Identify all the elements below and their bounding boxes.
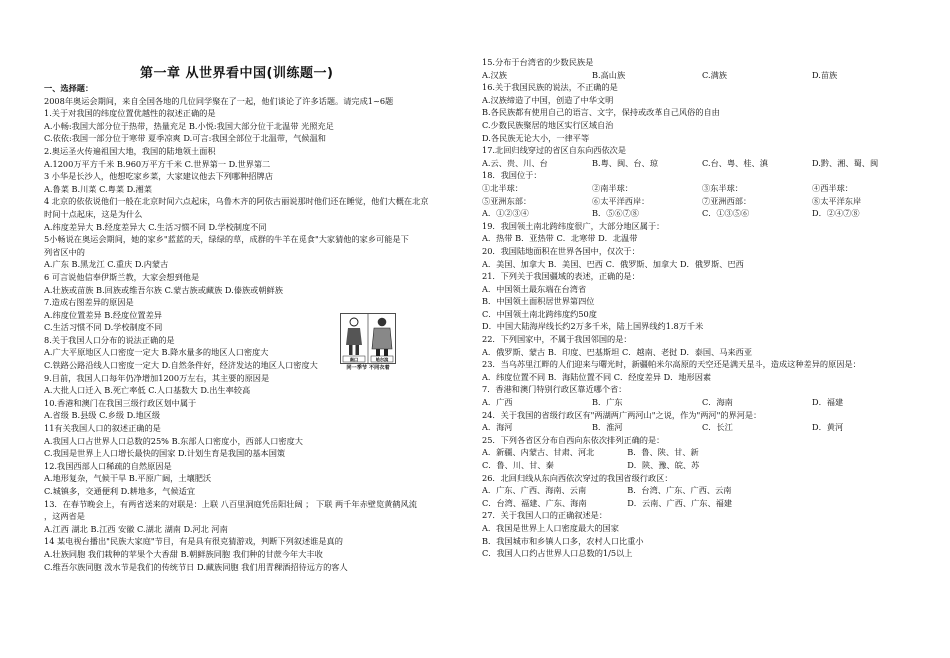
question-line: C.铁路公路沿线人口密度一定大 D.自然条件好，经济发达的地区人口密度大 (44, 360, 318, 371)
question-line: A.小畅:我国大部分位于热带，热量充足 B.小悦:我国大部分位于北温带 光照充足 (44, 120, 334, 131)
option-item: C．海南 (702, 397, 733, 408)
option-item: B.粤、闽、台、琼 (592, 157, 658, 168)
option-item: D．黄河 (812, 422, 844, 433)
option-item: A．广东、广西、海南、云南 (482, 485, 587, 496)
options-row (482, 396, 922, 409)
question-line: A.江西 湖北 B.江西 安徽 C.湖北 湖南 D.河北 河南 (44, 523, 228, 534)
question-line: 7.造成右图差异的原因是 (44, 297, 134, 308)
question-line: 22．下列国家中，不属于我国邻国的是： (482, 334, 632, 345)
question-line: 8.关于我国人口分布的说法正确的是 (44, 334, 175, 345)
question-line: 27．关于我国人口的正确叙述是： (482, 510, 608, 521)
question-line: A.汉族缔造了中国，创造了中华文明 (482, 94, 614, 105)
question-line: 20．我国陆地面积在世界各国中，仅次于： (482, 245, 640, 256)
question-line: C．我国人口约占世界人口总数的1/5以上 (482, 548, 633, 559)
question-line: A.鲁菜 B.川菜 C.粤菜 D.湘菜 (44, 183, 152, 194)
page-title: 第一章 从世界看中国(训练题一) (140, 66, 334, 81)
option-item: C．长江 (702, 422, 733, 433)
question-line: 时间十点起床，这是为什么 (44, 208, 143, 219)
figure-label-right: 哈尔滨 (375, 357, 389, 362)
option-item: D．②④⑦⑧ (812, 208, 860, 219)
question-line: A.纬度差异大 B.经度差异大 C.生活习惯不同 D.学校制度不同 (44, 221, 267, 232)
option-item: C．鲁、川、甘、秦 (482, 460, 554, 470)
question-line: 9.目前，我国人口每年仍净增加1200万左右，其主要的原因是 (44, 372, 270, 383)
option-item: ⑤亚洲东部： (482, 195, 532, 206)
option-item: ⑦亚洲西部： (702, 195, 752, 206)
options-row (482, 182, 922, 195)
question-line: C.少数民族聚居的地区实行区域自治 (482, 119, 614, 130)
question-line: 17.北回归线穿过的省区自东向西依次是 (482, 145, 627, 156)
options-row (482, 459, 922, 472)
question-line: A.省级 B.县级 C.乡级 D.地区级 (44, 410, 161, 421)
option-item: A．海河 (482, 422, 513, 433)
option-item: C.满族 (702, 69, 727, 80)
question-line: A．俄罗斯、蒙古 B．印度、巴基斯坦 C．越南、老挝 D．泰国、马来西亚 (482, 346, 753, 357)
option-item: D.黔、湘、蜀、闽 (812, 157, 879, 168)
question-line: A．美国、加拿大 B．美国、巴西 C．俄罗斯、加拿大 D．俄罗斯、巴西 (482, 258, 744, 269)
question-line: 25．下列各省区分布自西向东依次排列正确的是： (482, 434, 665, 445)
option-item: ⑧太平洋东岸 (812, 195, 862, 206)
option-item: C．台湾、福建、广东、海南 (482, 497, 587, 508)
question-line: 14 某电视台播出"民族大家庭"节目，有是具有很克猜游戏，判断下列叙述谁是真的 (44, 536, 343, 547)
option-item: B．台湾、广东、广西、云南 (627, 485, 732, 496)
question-line: 13．在春节晚会上，有两省送来的对联是：上联 八百里洞庭凭岳阳壮阔 ； 下联 两千年赤壁览黄鹤风流 (44, 498, 417, 509)
question-line: A.1200万平方千米 B.960万平方千米 C.世界第一 D.世界第二 (44, 158, 271, 169)
question-line: A.壮族同胞 我们栽种的苹果个大香甜 B.朝鲜族同胞 我们种的甘蔗今年大丰收 (44, 548, 323, 559)
question-line: B.各民族都有使用自己的语言、文字，保持或改革自己风俗的自由 (482, 107, 720, 118)
option-item: ①北半球： (482, 182, 523, 193)
question-line: 26．北回归线从东向西依次穿过的我国省级行政区： (482, 472, 673, 483)
option-item: C.台、粤、桂、滇 (702, 157, 768, 168)
question-line: A.我国人口占世界人口总数的25% B.东部人口密度小，西部人口密度大 (44, 435, 303, 446)
question-line: A．我国是世界上人口密度最大的国家 (482, 522, 619, 533)
option-item: B．⑤⑥⑦⑧ (592, 208, 639, 219)
question-line: 16.关于我国民族的说法，不正确的是 (482, 82, 618, 93)
question-line: 3 小华是长沙人，他想吃家乡菜，大家建议他去下列哪种招牌店 (44, 171, 273, 182)
question-line: A.地形复杂，气候干旱 B.平原广阔，土壤肥沃 (44, 473, 212, 484)
question-line: ，这两省是 (44, 511, 85, 522)
options-row (482, 497, 922, 510)
options-row (482, 157, 922, 170)
option-item: D.苗族 (812, 69, 838, 80)
question-line: 11有关我国人口的叙述正确的是 (44, 423, 161, 434)
option-item: A．①②③④ (482, 208, 529, 219)
question-line: A．纬度位置不同 B．海陆位置不同 C．经度差异 D．地形因素 (482, 371, 712, 382)
question-line: 列省区中的 (44, 246, 85, 257)
question-line: 2008年奥运会期间，来自全国各地的几位同学聚在了一起，他们谈论了许多话题。请完成1~6题 (44, 95, 394, 106)
question-line: 18．我国位于： (482, 170, 542, 181)
option-item: ⑥太平洋西岸： (592, 195, 650, 206)
option-item (772, 484, 917, 497)
option-item: A．广西 (482, 397, 513, 408)
question-line: C.依依:我国一部分位于寒带 夏季凉爽 D.可言:我国全部位于北温带，气候温和 (44, 133, 326, 144)
options-row (482, 195, 922, 208)
question-line: D．中国大陆海岸线长约2万多千米，陆上国界线约1.8万千米 (482, 321, 704, 332)
option-item: D．福建 (812, 397, 844, 408)
clothing-comparison-figure (340, 313, 396, 371)
question-line: C.维吾尔族同胞 泼水节是我们的传统节日 D.藏族同胞 我们用青稞酒招待远方的客人 (44, 561, 348, 572)
options-row (482, 421, 922, 434)
option-item: B．鲁、陕、甘、新 (627, 447, 699, 458)
option-item: D．陕、豫、皖、苏 (627, 460, 700, 470)
question-line: 5小畅说在奥运会期间，她的家乡"蓝蓝的天，绿绿的草，成群的牛羊在觅食"大家猜他的家乡可能是下 (44, 234, 409, 245)
question-line: 12.我国西部人口稀疏的自然原因是 (44, 460, 172, 471)
question-line: 24．关于我国的省级行政区有"两湖两广两河山"之说，作为"两河"的界河是： (482, 409, 762, 420)
option-item: A．新疆、内蒙古、甘肃、河北 (482, 447, 595, 458)
question-line: A.壮族或苗族 B.回族或维吾尔族 C.蒙古族或藏族 D.傣族或朝鲜族 (44, 284, 283, 295)
question-line: 4 北京的依依说他们一般在北京时间六点起床，乌鲁木齐的阿依古丽说那时他们还在睡觉，他们大概在北京 (44, 196, 429, 207)
question-line: 19．我国领土南北跨纬度很广，大部分地区属于： (482, 220, 665, 231)
options-row (482, 446, 922, 459)
question-line: 6 可言说他信奉伊斯兰教，大家会想到他是 (44, 271, 200, 282)
option-item: A.云、贵、川、台 (482, 157, 548, 168)
question-line: A.大批人口迁入 B.死亡率低 C.人口基数大 D.出生率较高 (44, 385, 251, 396)
section-heading: 一、选择题： (44, 83, 94, 93)
option-item: ③东半球： (702, 182, 743, 193)
question-line: 10.香港和澳门在我国三级行政区划中属于 (44, 397, 197, 408)
question-line: C．中国领土南北跨纬度约50度 (482, 308, 597, 319)
question-line: 23．当乌苏里江畔的人们迎来与曙光时，新疆帕米尔高原的天空还是满天星斗，造成这种差异的原因是： (482, 359, 861, 370)
question-line: A．中国领土最东端在台湾省 (482, 283, 587, 294)
options-row (482, 484, 922, 497)
options-row (482, 69, 922, 82)
option-item: ④西半球： (812, 182, 853, 193)
question-line: D.各民族无论大小，一律平等 (482, 132, 590, 143)
left-column (44, 82, 472, 573)
options-row (482, 207, 922, 220)
option-item: B．淮河 (592, 422, 623, 433)
option-item: C．①③⑤⑥ (702, 208, 750, 219)
question-line: 1.关于对我国的纬度位置优越性的叙述正确的是 (44, 108, 216, 119)
question-line: C.我国是世界上人口增长最快的国家 D.计划生育是我国的基本国策 (44, 448, 286, 459)
option-item: B．广东 (592, 397, 623, 408)
question-line: C.城镇多，交通便利 D.耕地多，气候适宜 (44, 486, 196, 496)
option-item: ②南半球： (592, 182, 633, 193)
question-line: A.广东 B.黑龙江 C.重庆 D.内蒙古 (44, 259, 169, 270)
question-line: A.广大平原地区人口密度一定大 B.降水量多的地区人口密度大 (44, 347, 269, 358)
question-line: A.纬度位置差异 B.经度位置差异 (44, 309, 162, 320)
option-item (772, 497, 917, 510)
question-line: C.生活习惯不同 D.学校制度不同 (44, 322, 163, 333)
option-item: D．云南、广西、广东、福建 (627, 497, 733, 508)
figure-caption: 同一季节 不同衣着 (346, 365, 390, 371)
figure-label-left: 南口 (349, 357, 359, 362)
question-line: 2.奥运圣火传遍祖国大地，我国的陆地领土面积 (44, 145, 216, 156)
question-line: B．我国城市和乡镇人口多，农村人口比重小 (482, 535, 644, 546)
question-line: 21．下列关于我国疆域的表述，正确的是： (482, 271, 640, 282)
option-item: B.高山族 (592, 69, 626, 80)
option-item (772, 446, 917, 459)
question-line: 7．香港和澳门特别行政区靠近哪个省： (482, 384, 627, 395)
question-line: B．中国领土面积居世界第四位 (482, 296, 595, 307)
option-item (772, 459, 917, 472)
question-line: A．热带 B．亚热带 C．北寒带 D．北温带 (482, 233, 638, 244)
question-line: 15.分布于台湾省的少数民族是 (482, 57, 594, 67)
option-item: A.汉族 (482, 69, 507, 80)
right-column (482, 56, 922, 560)
